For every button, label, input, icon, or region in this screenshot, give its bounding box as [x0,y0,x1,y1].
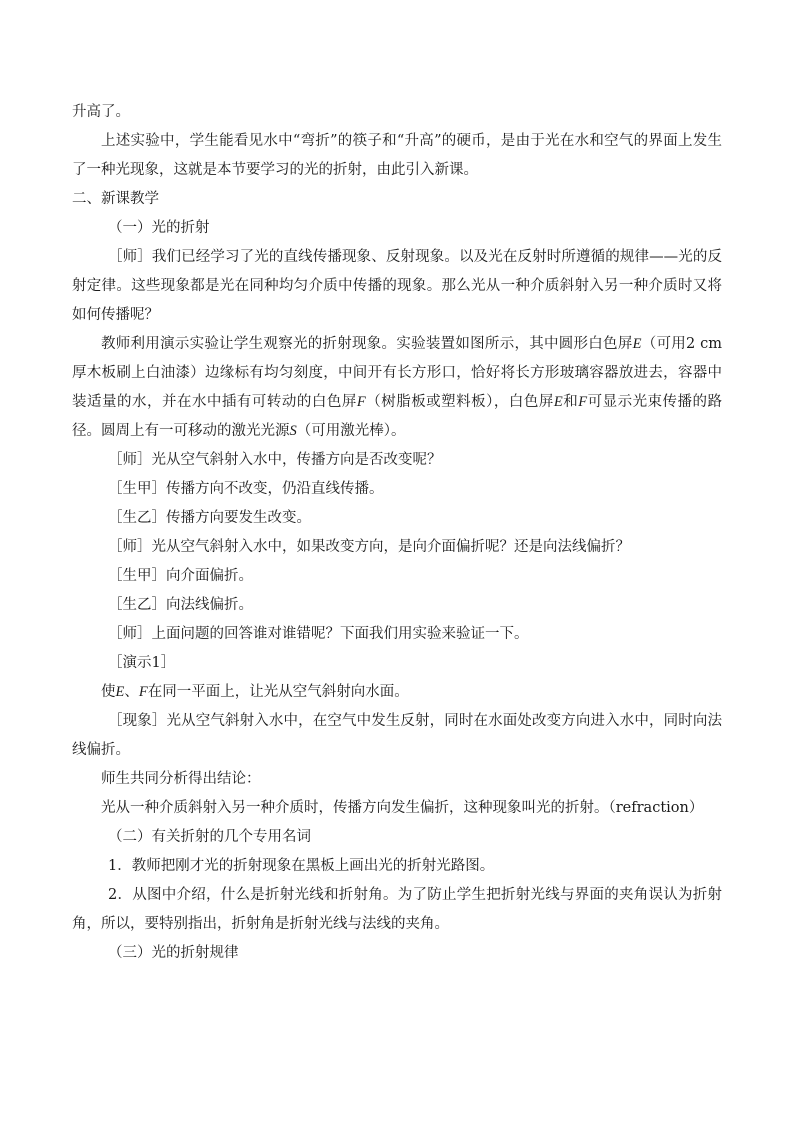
dialogue-line [72,562,722,591]
text: （可用2 cm厚木板刷上白油漆）边缘标有均匀刻度，中间开有长方形口，恰好将长方形玻璃容器放进去，容器中装适量的水，并在水中插有可转动的白色屏 [72,336,722,410]
list-item [72,852,722,881]
subsection-heading [72,823,722,852]
symbol-f: F [356,394,366,410]
list-item [72,881,722,939]
symbol-e: E [115,684,125,700]
paragraph-intro [72,127,722,185]
text: 和 [562,394,579,410]
text: （三）光的折射规律 [108,945,239,961]
text: ［师］光从空气斜射入水中，如果改变方向，是向介面偏折呢？还是向法线偏折？ [108,539,630,555]
text: ［生甲］向介面偏折。 [108,568,253,584]
text: （树脂板或塑料板），白色屏 [365,394,554,410]
text: 可显示光束传播的路径。圆周上有一可移动的激光光源 [72,394,723,439]
text: ［师］我们已经学习了光的直线传播现象、反射现象。以及光在反射时所遵循的规律——光的反射定律。这些现象都是光在同种均匀介质中传播的现象。那么光从一种介质斜射入另一种介质时又将如何传播呢？ [72,249,722,323]
dialogue-line [72,620,722,649]
text: 2．从图中介绍，什么是折射光线和折射角。为了防止学生把折射光线与界面的夹角误认为折射角，所以，要特别指出，折射角是折射光线与法线的夹角。 [72,887,722,932]
dialogue-line [72,475,722,504]
symbol-f: F [138,684,148,700]
text: ［生乙］传播方向要发生改变。 [108,510,311,526]
subsection-heading [72,214,722,243]
paragraph-phenomenon [72,707,722,765]
paragraph-analysis [72,765,722,794]
document-body [72,98,722,968]
paragraph-continuation [72,98,722,127]
text: 二、新课教学 [72,191,159,207]
paragraph-experiment [72,330,722,446]
dialogue-line [72,504,722,533]
dialogue-line [72,446,722,475]
demo-label [72,649,722,678]
dialogue-line [72,533,722,562]
text: （一）光的折射 [108,220,210,236]
symbol-s: S [289,423,297,439]
dialogue-line [72,591,722,620]
text: 师生共同分析得出结论： [101,771,261,787]
text: ［师］上面问题的回答谁对谁错呢？下面我们用实验来验证一下。 [108,626,529,642]
text: 上述实验中，学生能看见水中“弯折”的筷子和“升高”的硬币，是由于光在水和空气的界面上发生了一种光现象，这就是本节要学习的光的折射，由此引入新课。 [72,133,722,178]
text: 升高了。 [72,104,130,120]
text: ［生甲］传播方向不改变，仍沿直线传播。 [108,481,384,497]
text: （二）有关折射的几个专用名词 [108,829,311,845]
text: ［生乙］向法线偏折。 [108,597,253,613]
paragraph-teacher-question [72,243,722,330]
paragraph-demo-step [72,678,722,707]
text: 光从一种介质斜射入另一种介质时，传播方向发生偏折，这种现象叫光的折射。（refraction） [101,800,704,816]
symbol-f: F [578,394,588,410]
paragraph-definition [72,794,722,823]
text: 使 [101,684,116,700]
subsection-heading [72,939,722,968]
text: ［师］光从空气斜射入水中，传播方向是否改变呢？ [108,452,442,468]
text: 教师利用演示实验让学生观察光的折射现象。实验装置如图所示，其中圆形白色屏 [101,336,633,352]
text: 、 [124,684,139,700]
section-heading [72,185,722,214]
text: ［现象］光从空气斜射入水中，在空气中发生反射，同时在水面处改变方向进入水中，同时向法线偏折。 [72,713,722,758]
symbol-e: E [632,336,642,352]
text: 1．教师把刚才光的折射现象在黑板上画出光的折射光路图。 [108,858,495,874]
text: ［演示1］ [108,655,176,671]
text: 在同一平面上，让光从空气斜射向水面。 [147,684,409,700]
text: （可用激光棒）。 [296,423,406,439]
symbol-e: E [553,394,563,410]
